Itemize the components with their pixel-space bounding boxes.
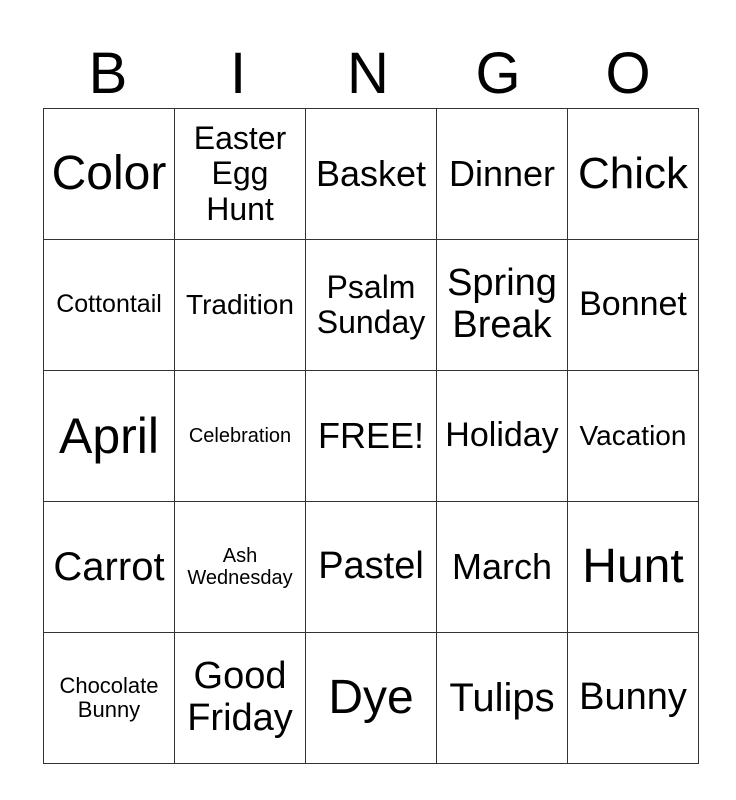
bingo-cell: Ash Wednesday — [175, 502, 306, 633]
bingo-cell: FREE! — [306, 371, 437, 502]
header-letter-g: G — [475, 41, 521, 106]
board-row — [44, 240, 699, 371]
board-row — [44, 371, 699, 502]
bingo-cell: Color — [44, 109, 175, 240]
bingo-cell: April — [44, 371, 175, 502]
bingo-cell: Bunny — [568, 633, 699, 764]
bingo-cell: Chocolate Bunny — [44, 633, 175, 764]
bingo-header — [43, 40, 693, 108]
board-row — [44, 109, 699, 240]
bingo-cell: Bonnet — [568, 240, 699, 371]
bingo-cell: Vacation — [568, 371, 699, 502]
bingo-cell: Easter Egg Hunt — [175, 109, 306, 240]
header-letter-i: I — [229, 41, 247, 106]
bingo-cell: Cottontail — [44, 240, 175, 371]
bingo-cell: Spring Break — [437, 240, 568, 371]
board-row — [44, 502, 699, 633]
bingo-cell: Chick — [568, 109, 699, 240]
board-row — [44, 633, 699, 764]
bingo-cell: Holiday — [437, 371, 568, 502]
bingo-cell: Carrot — [44, 502, 175, 633]
header-letter-b: B — [88, 41, 128, 106]
bingo-board — [43, 108, 699, 764]
header-letter-n: N — [347, 41, 389, 106]
bingo-cell: Dye — [306, 633, 437, 764]
bingo-cell: Basket — [306, 109, 437, 240]
bingo-cell: Hunt — [568, 502, 699, 633]
bingo-cell: Tulips — [437, 633, 568, 764]
bingo-cell: March — [437, 502, 568, 633]
bingo-cell: Pastel — [306, 502, 437, 633]
bingo-cell: Psalm Sunday — [306, 240, 437, 371]
bingo-cell: Tradition — [175, 240, 306, 371]
bingo-cell: Good Friday — [175, 633, 306, 764]
header-letter-o: O — [605, 41, 651, 106]
bingo-cell: Dinner — [437, 109, 568, 240]
bingo-cell: Celebration — [175, 371, 306, 502]
